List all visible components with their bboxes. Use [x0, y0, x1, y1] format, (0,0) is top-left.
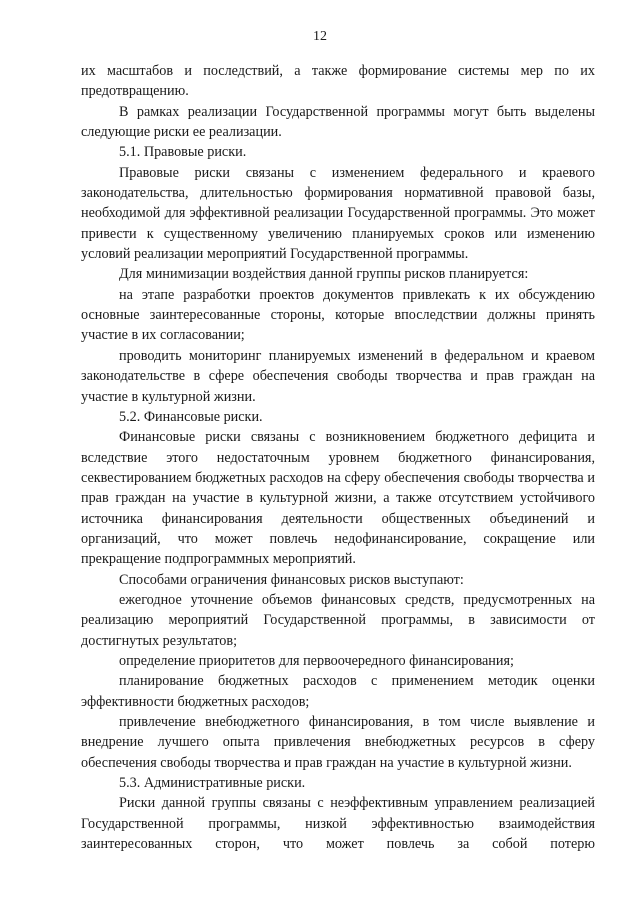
list-item-financial-1: ежегодное уточнение объемов финансовых средств, предусмотренных на реализацию мероприятий Государственной программы, в зависимости от достигнутых результатов;: [81, 591, 595, 649]
paragraph-financial-mitigation-intro: Способами ограничения финансовых рисков выступают:: [119, 571, 464, 588]
paragraph-continuation: их масштабов и последствий, а также формирование системы мер по их предотвращению.: [81, 63, 595, 100]
section-heading-administrative-risks: 5.3. Административные риски.: [119, 775, 306, 792]
list-item-financial-4: привлечение внебюджетного финансирования, в том числе выявление и внедрение лучшего опыта привлечения внебюджетных ресурсов в сферу обеспечения свободы творчества и прав граждан на участие в культурной жизни.: [81, 714, 595, 771]
paragraph-financial-risks: Финансовые риски связаны с возникновением бюджетного дефицита и вследствие этого недостаточным уровнем бюджетного финансирования, секвестированием бюджетных расходов на сферу обеспечения свободы творчества и прав граждан на участие в культурной жизни, а также отсутствием устойчивого источника финансирования деятельности общественных объединений и организаций, что может повлечь недофинансирование, сокращение или прекращение подпрограммных мероприятий.: [81, 429, 595, 568]
paragraph-legal-mitigation-intro: Для минимизации воздействия данной группы рисков планируется:: [119, 266, 529, 283]
list-item-legal-1: на этапе разработки проектов документов привлекать к их обсуждению основные заинтересованные стороны, которые впоследствии должны принять участие в их согласовании;: [81, 286, 595, 344]
paragraph-administrative-risks: Риски данной группы связаны с неэффективным управлением реализацией Государственной программы, низкой эффективностью взаимодействия заинтересованных сторон, что может повлечь за собой потерю: [81, 795, 595, 853]
list-item-financial-3: планирование бюджетных расходов с применением методик оценки эффективности бюджетных расходов;: [81, 673, 595, 710]
paragraph-legal-risks: Правовые риски связаны с изменением федерального и краевого законодательства, длительностью формирования нормативной правовой базы, необходимой для эффективной реализации Государственной программы. Это может привести к существенному увеличению планируемых сроков или изменению условий реализации мероприятий Государственной программы.: [81, 164, 595, 263]
list-item-financial-2: определение приоритетов для первоочередного финансирования;: [119, 652, 514, 669]
page-number: 12: [313, 29, 327, 44]
body-text: [81, 61, 595, 854]
paragraph-risks-intro: В рамках реализации Государственной программы могут быть выделены следующие риски ее реализации.: [81, 103, 595, 141]
section-heading-financial-risks: 5.2. Финансовые риски.: [119, 408, 263, 425]
list-item-legal-2: проводить мониторинг планируемых изменений в федеральном и краевом законодательстве в сфере обеспечения свободы творчества и прав граждан на участие в культурной жизни.: [81, 347, 595, 405]
section-heading-legal-risks: 5.1. Правовые риски.: [119, 144, 247, 161]
